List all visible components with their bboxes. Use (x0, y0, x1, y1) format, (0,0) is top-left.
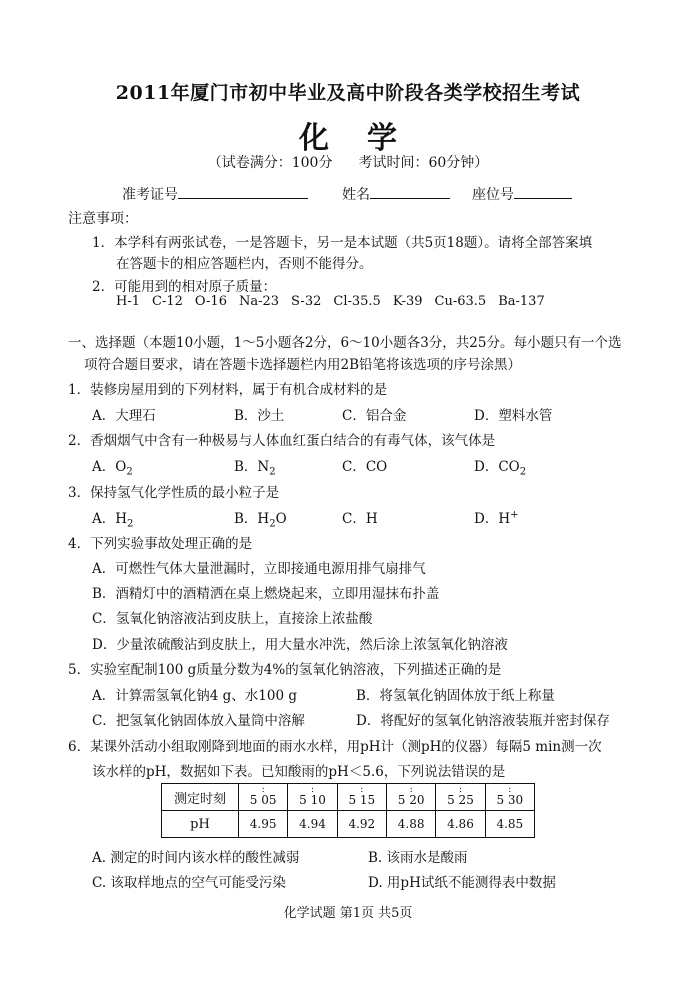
table-row (162, 811, 535, 838)
q5-option-b: B．将氢氧化钠固体放于纸上称量 (356, 688, 555, 704)
table-cell: : 5 30 (485, 784, 534, 811)
q1-option-d: D．塑料水管 (474, 408, 553, 424)
section-heading: 一、选择题（本题10小题，1～5小题各2分，6～10小题各3分，共25分。每小题只有一个选 (68, 335, 622, 351)
q5-option-d: D．将配好的氢氧化钠溶液装瓶并密封保存 (356, 713, 610, 729)
q1-option-c: C．铝合金 (342, 408, 407, 424)
q2-option-d: D．$CO_2$ (474, 459, 527, 478)
seat-blank (514, 185, 572, 199)
table-row (162, 784, 535, 811)
q3-option-b: B．$H_2O$ (234, 511, 287, 530)
q6-option-d: D. 用pH试纸不能测得表中数据 (368, 875, 556, 891)
candidate-info-line (122, 184, 572, 204)
q6-option-a: A. 测定的时间内该水样的酸性减弱 (92, 850, 300, 866)
exam-number-blank (178, 185, 308, 199)
full-score: （试卷满分：100分 (207, 155, 333, 171)
notice-item-1-cont: 在答题卡的相应答题栏内，否则不能得分。 (116, 256, 373, 272)
atomic-masses (116, 294, 557, 309)
notice-item-2: 2．可能用到的相对原子质量： (92, 279, 277, 295)
table-cell: 4.94 (288, 811, 337, 838)
mass-item: H-1 (116, 294, 141, 309)
question-6-stem-cont: 该水样的pH，数据如下表。已知酸雨的pH＜5.6，下列说法错误的是 (92, 764, 506, 780)
notice-title: 注意事项： (68, 211, 138, 227)
mass-item: S-32 (291, 294, 322, 309)
table-cell: 4.88 (386, 811, 435, 838)
q2-option-a: A．$O_2$ (92, 459, 133, 478)
question-2-stem: 2．香烟烟气中含有一种极易与人体血红蛋白结合的有毒气体，该气体是 (68, 433, 496, 449)
table-cell: : 5 15 (337, 784, 386, 811)
q6-option-b: B. 该雨水是酸雨 (368, 850, 468, 866)
q5-option-c: C．把氢氧化钠固体放入量筒中溶解 (92, 713, 305, 729)
q5-option-a: A．计算需氢氧化钠4 g、水100 g (92, 688, 297, 704)
subject-title: 化学 (299, 121, 435, 156)
question-5-stem: 5．实验室配制100 g质量分数为4%的氢氧化钠溶液，下列描述正确的是 (68, 662, 502, 678)
q1-option-b: B．沙土 (234, 408, 285, 424)
seat-label: 座位号 (472, 187, 514, 203)
mass-item: O-16 (194, 294, 227, 309)
table-cell: 4.86 (436, 811, 485, 838)
name-label: 姓名 (342, 187, 370, 203)
q1-option-a: A．大理石 (92, 408, 156, 424)
q4-option-c: C．氢氧化钠溶液沾到皮肤上，直接涂上浓盐酸 (92, 611, 373, 627)
section-heading-cont: 项符合题目要求，请在答题卡选择题栏内用2B铅笔将该选项的序号涂黑） (84, 357, 522, 373)
question-6-stem: 6．某课外活动小组取刚降到地面的雨水水样，用pH计（测pH的仪器）每隔5 min测一次 (68, 739, 602, 755)
table-cell: 4.85 (485, 811, 534, 838)
q2-option-c: C．CO (342, 459, 388, 475)
table-cell: : 5 25 (436, 784, 485, 811)
name-blank (370, 185, 450, 199)
page-footer: 化学试题 第1页 共5页 (283, 906, 413, 921)
table-cell: 4.95 (239, 811, 288, 838)
q3-option-d: D．H+ (474, 509, 519, 527)
mass-item: Cu-63.5 (434, 294, 487, 309)
q6-option-c: C. 该取样地点的空气可能受污染 (92, 875, 286, 891)
exam-meta (0, 152, 696, 172)
q4-option-d: D．少量浓硫酸沾到皮肤上，用大量水冲洗，然后涂上浓氢氧化钠溶液 (92, 637, 508, 653)
table-cell: : 5 10 (288, 784, 337, 811)
notice-item-1: 1．本学科有两张试卷，一是答题卡，另一是本试题（共5页18题）。请将全部答案填 (92, 235, 593, 251)
question-4-stem: 4．下列实验事故处理正确的是 (68, 536, 253, 552)
mass-item: Ba-137 (498, 294, 545, 309)
q2-option-b: B．$N_2$ (234, 459, 276, 478)
q3-option-c: C．H (342, 511, 378, 527)
table-cell: : 5 05 (239, 784, 288, 811)
table-cell: 4.92 (337, 811, 386, 838)
q4-option-b: B．酒精灯中的酒精洒在桌上燃烧起来，立即用湿抹布扑盖 (92, 586, 440, 602)
mass-item: Cl-35.5 (333, 294, 381, 309)
table-row-label: pH (162, 811, 239, 838)
exam-time: 考试时间：60分钟） (358, 155, 489, 171)
question-3-stem: 3．保持氢气化学性质的最小粒子是 (68, 485, 280, 501)
exam-number-label: 准考证号 (122, 187, 178, 203)
ph-table (161, 783, 535, 838)
exam-title: 2011年厦门市初中毕业及高中阶段各类学校招生考试 (115, 82, 581, 104)
mass-item: K-39 (392, 294, 423, 309)
q4-option-a: A．可燃性气体大量泄漏时，立即接通电源用排气扇排气 (92, 561, 426, 577)
table-cell: : 5 20 (386, 784, 435, 811)
question-1-stem: 1．装修房屋用到的下列材料，属于有机合成材料的是 (68, 382, 388, 398)
mass-item: C-12 (152, 294, 183, 309)
q3-option-a: A．$H_2$ (92, 511, 134, 530)
mass-item: Na-23 (238, 294, 280, 309)
table-row-label: 测定时刻 (162, 784, 239, 811)
